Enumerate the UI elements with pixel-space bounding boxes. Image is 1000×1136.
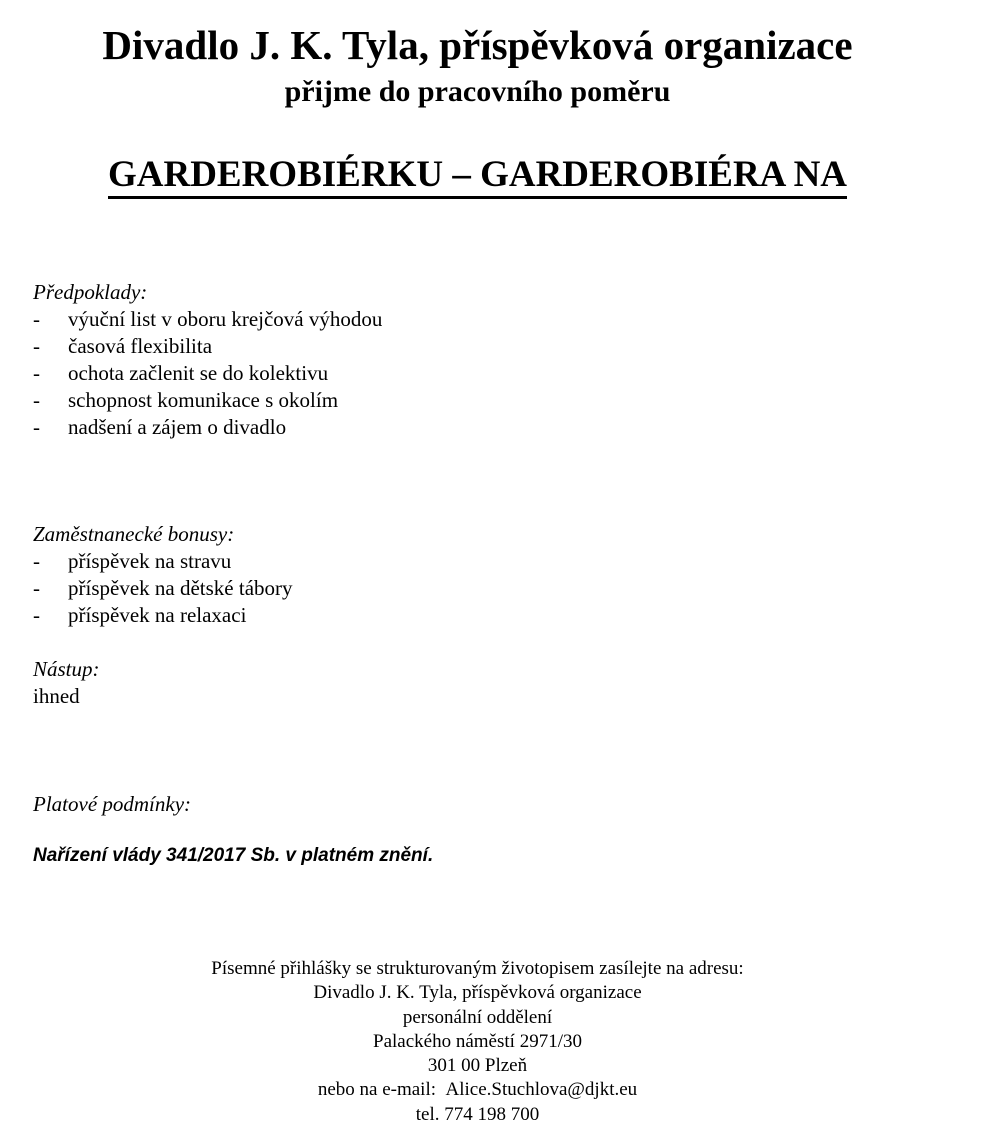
requirements-list bbox=[33, 306, 382, 441]
start-label: Nástup: bbox=[33, 657, 100, 681]
list-item: - ochota začlenit se do kolektivu bbox=[33, 361, 329, 385]
benefits-section bbox=[33, 521, 293, 629]
contact-organization: Divadlo J. K. Tyla, příspěvková organizace bbox=[313, 982, 642, 1004]
salary-section bbox=[33, 791, 191, 818]
list-bullet: - bbox=[33, 388, 40, 412]
start-section bbox=[33, 656, 100, 710]
contact-intro: Písemné přihlášky se strukturovaným životopisem zasílejte na adresu: bbox=[211, 958, 744, 979]
position-heading bbox=[0, 150, 955, 200]
salary-label: Platové podmínky: bbox=[33, 792, 192, 816]
list-bullet: - bbox=[33, 415, 40, 439]
list-bullet: - bbox=[33, 549, 40, 573]
email-address: Alice.Stuchlova@djkt.eu bbox=[445, 1079, 638, 1101]
list-bullet: - bbox=[33, 603, 40, 627]
list-item: - příspěvek na stravu bbox=[33, 549, 232, 573]
list-item: - časová flexibilita bbox=[33, 334, 213, 358]
list-item: - nadšení a zájem o divadlo bbox=[33, 415, 287, 439]
list-item: - schopnost komunikace s okolím bbox=[33, 388, 339, 412]
salary-value: Nařízení vlády 341/2017 Sb. v platném znění. bbox=[33, 845, 434, 866]
requirements-label: Předpoklady: bbox=[33, 280, 148, 304]
contact-phone: tel. 774 198 700 bbox=[415, 1103, 540, 1125]
contact-block bbox=[0, 957, 955, 1127]
list-item: - příspěvek na dětské tábory bbox=[33, 576, 293, 600]
list-item: - příspěvek na relaxaci bbox=[33, 603, 247, 627]
start-value: ihned bbox=[33, 684, 80, 708]
benefits-list bbox=[33, 548, 293, 629]
position-title: GARDEROBIÉRKU – GARDEROBIÉRA NA bbox=[108, 154, 847, 199]
list-bullet: - bbox=[33, 307, 40, 331]
contact-street: Palackého náměstí 2971/30 bbox=[373, 1030, 582, 1052]
requirements-section bbox=[33, 279, 382, 441]
list-bullet: - bbox=[33, 576, 40, 600]
contact-city: 301 00 Plzeň bbox=[427, 1055, 528, 1077]
list-bullet: - bbox=[33, 361, 40, 385]
list-bullet: - bbox=[33, 334, 40, 358]
email-prefix: nebo na e-mail: bbox=[317, 1079, 437, 1101]
contact-email-line bbox=[0, 1078, 955, 1102]
page-subtitle: přijme do pracovního poměru bbox=[284, 75, 671, 108]
page-title: Divadlo J. K. Tyla, příspěvková organizace bbox=[102, 22, 853, 68]
list-item: - výuční list v oboru krejčová výhodou bbox=[33, 307, 383, 331]
benefits-label: Zaměstnanecké bonusy: bbox=[33, 522, 235, 546]
contact-department: personální oddělení bbox=[402, 1006, 553, 1028]
